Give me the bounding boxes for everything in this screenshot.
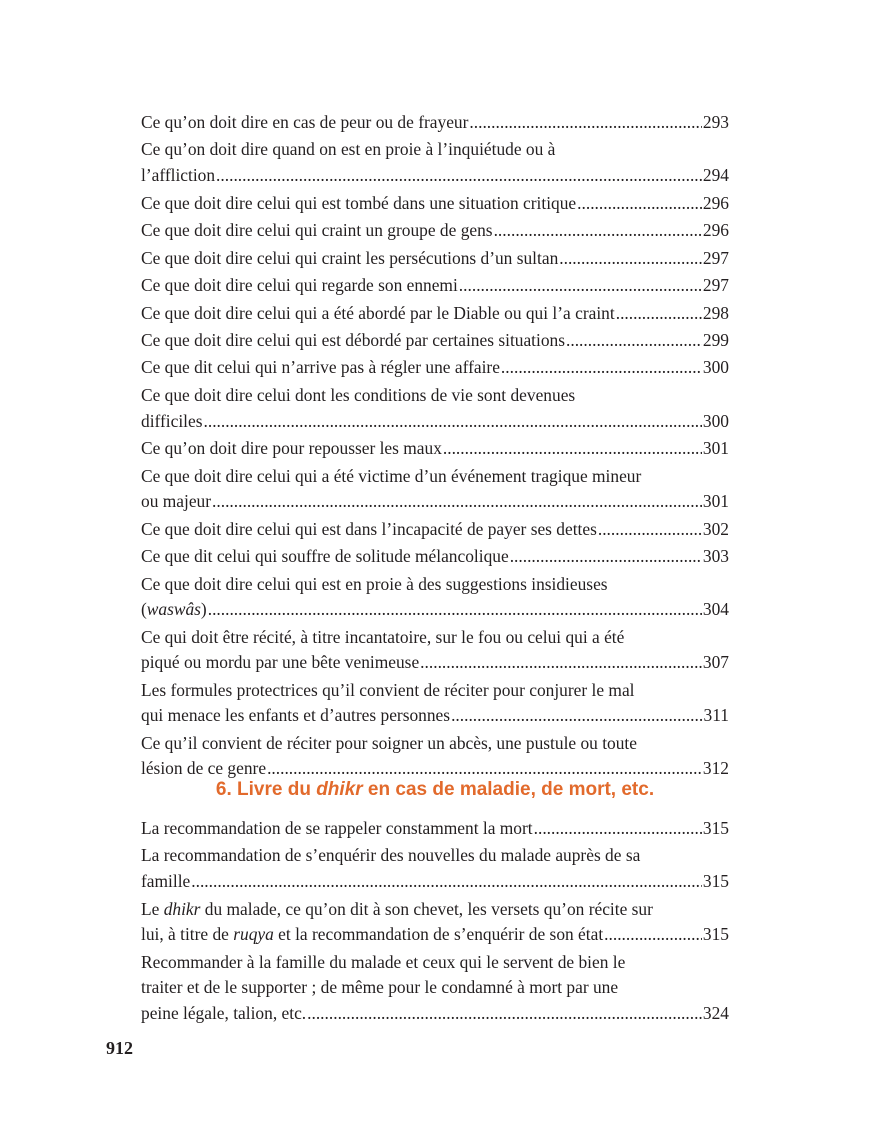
toc-entry-text: Ce que doit dire celui qui est tombé dans une situation critique <box>141 192 577 213</box>
toc-entry-line <box>141 950 729 976</box>
toc-entry-line <box>141 464 729 490</box>
toc-page-number: 300 <box>702 357 729 378</box>
toc-entry-text: Ce que doit dire celui qui craint les persécutions d’un sultan <box>141 247 559 268</box>
dot-leader <box>501 355 702 381</box>
toc-entry-text: famille <box>141 871 191 892</box>
toc-entry-line <box>141 975 729 1001</box>
toc-entry-line <box>141 843 729 869</box>
toc-entry <box>141 572 729 623</box>
toc-entry <box>141 678 729 729</box>
toc-entry-line <box>141 137 729 163</box>
toc-entry-last-line <box>141 650 729 676</box>
toc-page-number: 296 <box>702 192 729 213</box>
toc-entry-last-line <box>141 328 729 354</box>
page-number: 912 <box>106 1038 133 1058</box>
toc-page-number: 307 <box>702 652 729 673</box>
toc-entry <box>141 301 729 327</box>
toc-page-number: 301 <box>702 491 729 512</box>
toc-entry-last-line <box>141 301 729 327</box>
toc-entry-line <box>141 625 729 651</box>
toc-page-number: 315 <box>702 818 729 838</box>
toc-entry-last-line <box>141 869 729 895</box>
toc-page-number: 299 <box>702 329 729 350</box>
toc-entry-italic: waswâs <box>146 599 201 620</box>
toc-entry <box>141 246 729 272</box>
dot-leader <box>420 650 702 676</box>
toc-entry <box>141 731 729 782</box>
toc-entry-text: Recommander à la famille du malade et ceux qui le servent de bien le <box>141 951 626 972</box>
toc-entry-title <box>141 517 597 543</box>
toc-entry-title <box>141 355 500 381</box>
dot-leader <box>604 922 702 948</box>
heading-italic-term: dhikr <box>316 779 363 800</box>
toc-entry-text: Les formules protectrices qu’il convient de réciter pour conjurer le mal <box>141 679 635 700</box>
toc-entry-title <box>141 409 203 435</box>
toc-entry-text: Ce que doit dire celui qui est débordé par certaines situations <box>141 329 566 350</box>
toc-entry-text: ou majeur <box>141 491 212 512</box>
toc-entry-text: lui, à titre de <box>141 924 234 945</box>
toc-page-number: 294 <box>702 165 729 186</box>
toc-entry-last-line <box>141 218 729 244</box>
toc-entry-text: Ce qu’on doit dire quand on est en proie à l’inquiétude ou à <box>141 139 556 160</box>
toc-entry <box>141 328 729 354</box>
toc-entry-last-line <box>141 436 729 462</box>
toc-entry <box>141 137 729 188</box>
heading-suffix: en cas de maladie, de mort, etc. <box>362 779 655 800</box>
toc-entry-last-line <box>141 544 729 570</box>
toc-page-number: 315 <box>702 924 729 945</box>
dot-leader <box>443 436 702 462</box>
toc-entry-text: Ce que doit dire celui qui regarde son ennemi <box>141 275 458 296</box>
toc-entry <box>141 383 729 434</box>
toc-entry-text: Ce que doit dire celui qui a été victime d’un événement tragique mineur <box>141 465 642 486</box>
toc-entry-last-line <box>141 191 729 217</box>
toc-entry-italic: dhikr <box>163 898 201 919</box>
toc-entry-line <box>141 897 729 923</box>
toc-page-number: 311 <box>703 705 729 726</box>
toc-entry-title <box>141 218 493 244</box>
toc-entry-line <box>141 572 729 598</box>
toc-entry-text: Ce que doit dire celui qui a été abordé par le Diable ou qui l’a craint <box>141 302 615 323</box>
toc-entry-text: traiter et de le supporter ; de même pour le condamné à mort par une <box>141 977 619 998</box>
toc-entry-line <box>141 383 729 409</box>
toc-entry-last-line <box>141 163 729 189</box>
toc-entry-last-line <box>141 816 729 842</box>
toc-entry-last-line <box>141 110 729 136</box>
toc-entry-text: Ce qu’on doit dire pour repousser les maux <box>141 438 442 459</box>
toc-entry-text: Ce que doit dire celui qui craint un groupe de gens <box>141 220 493 241</box>
toc-entry-text: qui menace les enfants et d’autres personnes <box>141 705 451 726</box>
toc-entry-text: Le <box>141 898 164 919</box>
toc-page-number: 296 <box>702 220 729 241</box>
toc-entry-text: et la recommandation de s’enquérir de son état <box>273 924 604 945</box>
toc-entry-text: du malade, ce qu’on dit à son chevet, les versets qu’on récite sur <box>200 898 653 919</box>
toc-entry-title <box>141 922 603 948</box>
toc-entry-text: La recommandation de se rappeler constamment la mort <box>141 818 533 838</box>
toc-entry-last-line <box>141 922 729 948</box>
section-heading <box>141 779 729 801</box>
toc-page-number: 303 <box>702 546 729 567</box>
toc-page-number: 302 <box>702 518 729 539</box>
toc-entry <box>141 517 729 543</box>
toc-entry <box>141 110 729 136</box>
toc-entry-text: l’affliction <box>141 165 216 186</box>
dot-leader <box>559 246 702 272</box>
toc-entry-title <box>141 328 565 354</box>
toc-entry <box>141 544 729 570</box>
toc-entry <box>141 897 729 948</box>
toc-entry-text: peine légale, talion, etc. <box>141 1002 307 1023</box>
toc-entry-text: lésion de ce genre <box>141 758 267 779</box>
toc-entry-title <box>141 246 558 272</box>
dot-leader <box>494 218 702 244</box>
toc-entry-title <box>141 544 509 570</box>
toc-entry-text: ) <box>200 599 207 620</box>
toc-page-number: 324 <box>702 1002 729 1023</box>
toc-list-top <box>141 110 729 784</box>
toc-entry-italic: ruqya <box>233 924 274 945</box>
toc-entry-text: piqué ou mordu par une bête venimeuse <box>141 652 420 673</box>
toc-page-number: 304 <box>702 599 729 620</box>
dot-leader <box>469 110 702 136</box>
toc-entry <box>141 436 729 462</box>
dot-leader <box>212 489 702 515</box>
toc-entry <box>141 950 729 1027</box>
toc-page-number: 297 <box>702 275 729 296</box>
toc-list-bottom <box>141 816 729 1028</box>
toc-entry-title <box>141 436 442 462</box>
dot-leader <box>216 163 702 189</box>
toc-page-number: 297 <box>702 247 729 268</box>
toc-entry-last-line <box>141 273 729 299</box>
toc-entry-text: Ce qui doit être récité, à titre incantatoire, sur le fou ou celui qui a été <box>141 626 625 647</box>
dot-leader <box>204 409 702 435</box>
dot-leader <box>208 597 702 623</box>
toc-page-number: 301 <box>702 438 729 459</box>
toc-entry-text: Ce que doit dire celui qui est dans l’incapacité de payer ses dettes <box>141 518 597 539</box>
dot-leader <box>598 517 702 543</box>
toc-entry-text: Ce qu’on doit dire en cas de peur ou de frayeur <box>141 112 469 132</box>
toc-entry-text: ( <box>141 599 147 620</box>
toc-entry-title <box>141 191 576 217</box>
toc-entry-text: La recommandation de s’enquérir des nouvelles du malade auprès de sa <box>141 845 641 866</box>
toc-entry-last-line <box>141 409 729 435</box>
toc-entry <box>141 816 729 842</box>
toc-entry-title <box>141 489 211 515</box>
toc-entry-last-line <box>141 489 729 515</box>
toc-entry-last-line <box>141 1001 729 1027</box>
dot-leader <box>307 1001 702 1027</box>
toc-entry <box>141 273 729 299</box>
toc-entry-last-line <box>141 355 729 381</box>
toc-page-number: 300 <box>702 410 729 431</box>
toc-page-number: 298 <box>702 302 729 323</box>
toc-entry-text: Ce que dit celui qui souffre de solitude mélancolique <box>141 546 509 567</box>
toc-entry-last-line <box>141 517 729 543</box>
toc-page-number: 312 <box>702 758 729 779</box>
toc-entry-text: Ce qu’il convient de réciter pour soigner un abcès, une pustule ou toute <box>141 732 637 753</box>
heading-prefix: 6. Livre du <box>215 779 317 800</box>
dot-leader <box>510 544 702 570</box>
toc-entry <box>141 355 729 381</box>
toc-entry-title <box>141 1001 306 1027</box>
toc-entry-title <box>141 301 615 327</box>
toc-entry-last-line <box>141 703 729 729</box>
toc-entry-title <box>141 163 215 189</box>
dot-leader <box>451 703 702 729</box>
dot-leader <box>191 869 702 895</box>
toc-entry-title <box>141 816 533 842</box>
toc-entry <box>141 843 729 894</box>
toc-entry-last-line <box>141 246 729 272</box>
toc-entry <box>141 218 729 244</box>
dot-leader <box>459 273 702 299</box>
dot-leader <box>577 191 702 217</box>
dot-leader <box>616 301 702 327</box>
toc-entry-text: Ce que dit celui qui n’arrive pas à régler une affaire <box>141 357 500 378</box>
toc-entry-text: Ce que doit dire celui qui est en proie à des suggestions insidieuses <box>141 573 608 594</box>
toc-page-number: 315 <box>702 871 729 892</box>
toc-entry <box>141 464 729 515</box>
toc-entry-line <box>141 731 729 757</box>
toc-entry-title <box>141 110 468 136</box>
dot-leader <box>566 328 702 354</box>
toc-page-number: 293 <box>702 112 729 132</box>
toc-entry <box>141 625 729 676</box>
toc-entry-title <box>141 273 458 299</box>
toc-entry-title <box>141 597 207 623</box>
toc-entry-line <box>141 678 729 704</box>
toc-entry-text: difficiles <box>141 410 203 431</box>
dot-leader <box>534 816 702 842</box>
toc-entry-title <box>141 869 190 895</box>
toc-entry-last-line <box>141 597 729 623</box>
toc-entry-title <box>141 650 419 676</box>
toc-entry <box>141 191 729 217</box>
toc-entry-title <box>141 703 450 729</box>
toc-entry-text: Ce que doit dire celui dont les conditions de vie sont devenues <box>141 384 576 405</box>
